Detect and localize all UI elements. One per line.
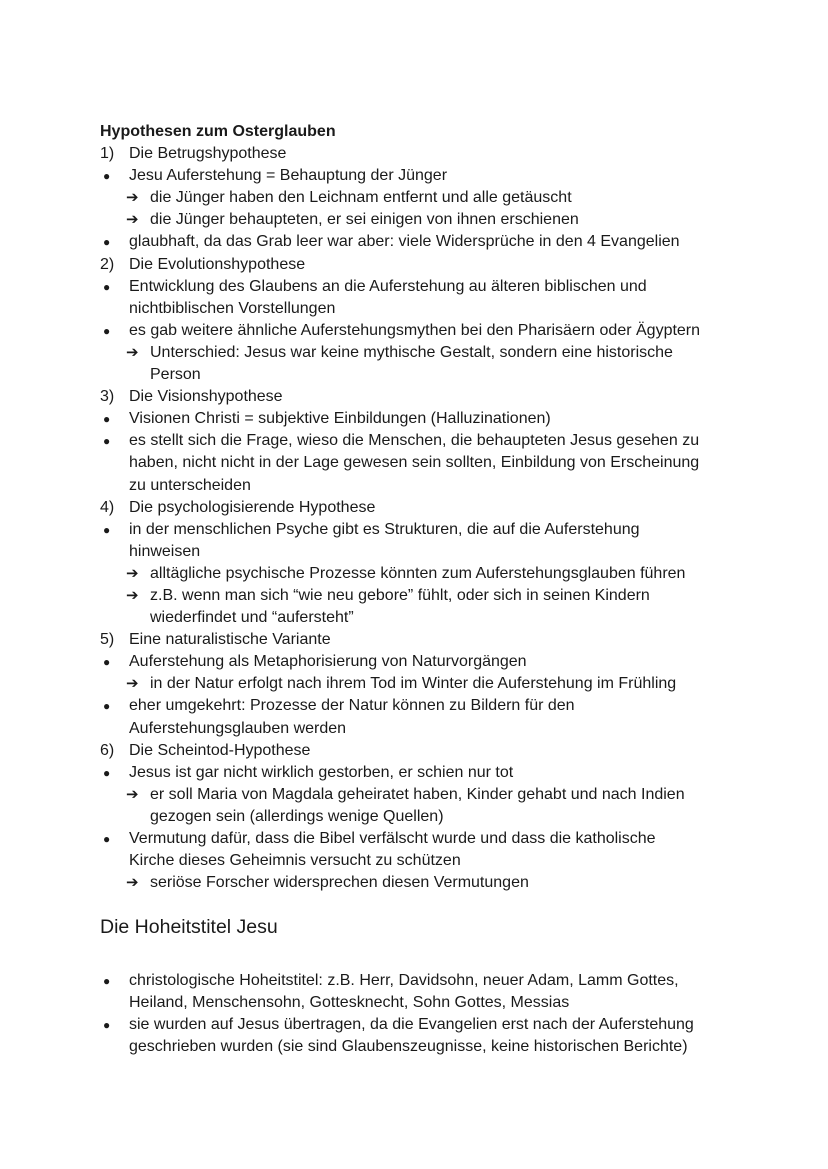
bullet-item xyxy=(100,651,740,673)
item-text: die Jünger behaupteten, er sei einigen von ihnen erschienen xyxy=(150,211,579,229)
continuation-line xyxy=(100,298,740,320)
list-number: 6) xyxy=(100,741,115,759)
item-text: Entwicklung des Glaubens an die Auferstehung au älteren biblischen und xyxy=(129,277,647,295)
arrow-item xyxy=(100,563,740,585)
arrow-icon: ➔ xyxy=(126,586,139,604)
item-text: gezogen sein (allerdings wenige Quellen) xyxy=(150,807,444,825)
arrow-item xyxy=(100,187,740,209)
arrow-icon: ➔ xyxy=(126,564,139,582)
bullet-icon: ● xyxy=(103,169,111,184)
item-text: Die psychologisierende Hypothese xyxy=(129,498,376,516)
spacer xyxy=(100,940,740,970)
continuation-line xyxy=(100,1036,740,1058)
arrow-item xyxy=(100,872,740,894)
continuation-line xyxy=(100,992,740,1014)
item-text: geschrieben wurden (sie sind Glaubenszeugnisse, keine historischen Berichte) xyxy=(129,1038,688,1056)
item-text: Die Visionshypothese xyxy=(129,388,283,406)
bullet-icon: ● xyxy=(103,974,111,988)
bullet-icon: ● xyxy=(103,235,111,250)
item-text: es stellt sich die Frage, wieso die Menschen, die behaupteten Jesus gesehen zu xyxy=(129,432,700,450)
item-text: Die Scheintod-Hypothese xyxy=(129,741,311,759)
item-text: haben, nicht nicht in der Lage gewesen sein sollten, Einbildung von Erscheinung xyxy=(129,454,700,472)
section-osterglauben xyxy=(100,121,740,894)
item-text: es gab weitere ähnliche Auferstehungsmythen bei den Pharisäern oder Ägyptern xyxy=(129,321,701,339)
bullet-icon: ● xyxy=(103,832,111,846)
line-list xyxy=(100,970,740,1058)
bullet-icon: ● xyxy=(103,765,111,780)
item-text: Die Betrugshypothese xyxy=(129,145,287,163)
bullet-icon: ● xyxy=(103,279,111,294)
continuation-line xyxy=(100,541,740,563)
item-text: sie wurden auf Jesus übertragen, da die Evangelien erst nach der Auferstehung xyxy=(129,1016,694,1034)
bullet-item xyxy=(100,320,740,342)
item-text: hinweisen xyxy=(129,542,201,560)
item-text: eher umgekehrt: Prozesse der Natur können zu Bildern für den xyxy=(129,697,575,715)
arrow-icon: ➔ xyxy=(126,675,139,693)
item-text: nichtbiblischen Vorstellungen xyxy=(129,299,336,317)
item-text: Auferstehungsglauben werden xyxy=(129,719,347,737)
continuation-line xyxy=(100,475,740,497)
item-text: in der menschlichen Psyche gibt es Strukturen, die auf die Auferstehung xyxy=(129,520,640,538)
arrow-icon: ➔ xyxy=(126,211,139,229)
continuation-line xyxy=(100,607,740,629)
item-text: zu unterscheiden xyxy=(129,476,251,494)
arrow-icon: ➔ xyxy=(126,189,139,207)
bullet-item xyxy=(100,695,740,717)
section-heading: Hypothesen zum Osterglauben xyxy=(100,123,336,140)
item-text: Unterschied: Jesus war keine mythische Gestalt, sondern eine historische xyxy=(150,343,673,361)
list-number: 4) xyxy=(100,498,115,516)
bullet-item xyxy=(100,276,740,298)
numbered-item xyxy=(100,740,740,762)
bullet-item xyxy=(100,1014,740,1036)
item-text: Heiland, Menschensohn, Gottesknecht, Sohn Gottes, Messias xyxy=(129,994,570,1012)
item-text: Eine naturalistische Variante xyxy=(129,631,331,649)
continuation-line xyxy=(100,850,740,872)
arrow-icon: ➔ xyxy=(126,785,139,803)
bullet-icon: ● xyxy=(103,1018,111,1033)
numbered-item xyxy=(100,629,740,651)
item-text: Jesus ist gar nicht wirklich gestorben, er schien nur tot xyxy=(129,763,514,781)
continuation-line xyxy=(100,718,740,740)
bullet-item xyxy=(100,231,740,253)
item-text: Person xyxy=(150,366,201,384)
numbered-item xyxy=(100,254,740,276)
list-number: 2) xyxy=(100,255,115,273)
list-number: 1) xyxy=(100,145,115,163)
bullet-item xyxy=(100,408,740,430)
bullet-icon: ● xyxy=(103,699,111,714)
item-text: alltägliche psychische Prozesse könnten zum Auferstehungsglauben führen xyxy=(150,564,686,582)
item-text: Kirche dieses Geheimnis versucht zu schützen xyxy=(129,852,461,870)
arrow-item xyxy=(100,209,740,231)
bullet-item xyxy=(100,430,740,452)
continuation-line xyxy=(100,806,740,828)
continuation-line xyxy=(100,452,740,474)
item-text: wiederfindet und “aufersteht” xyxy=(150,609,354,627)
bullet-item xyxy=(100,165,740,187)
bullet-item xyxy=(100,970,740,992)
bullet-icon: ● xyxy=(103,655,111,670)
arrow-item xyxy=(100,585,740,607)
item-text: Auferstehung als Metaphorisierung von Naturvorgängen xyxy=(129,653,527,671)
arrow-item xyxy=(100,342,740,364)
item-text: christologische Hoheitstitel: z.B. Herr, Davidsohn, neuer Adam, Lamm Gottes, xyxy=(129,972,679,989)
section-hoheitstitel xyxy=(100,914,740,1058)
list-number: 3) xyxy=(100,388,115,406)
arrow-item xyxy=(100,673,740,695)
arrow-item xyxy=(100,784,740,806)
bullet-icon: ● xyxy=(103,434,111,449)
item-text: Jesu Auferstehung = Behauptung der Jünger xyxy=(129,167,448,185)
numbered-item xyxy=(100,386,740,408)
bullet-icon: ● xyxy=(103,522,111,537)
continuation-line xyxy=(100,364,740,386)
list-number: 5) xyxy=(100,631,115,649)
bullet-item xyxy=(100,762,740,784)
item-text: z.B. wenn man sich “wie neu gebore” fühlt, oder sich in seinen Kindern xyxy=(150,586,650,604)
item-text: Visionen Christi = subjektive Einbildungen (Halluzinationen) xyxy=(129,410,551,428)
arrow-icon: ➔ xyxy=(126,874,139,892)
bullet-icon: ● xyxy=(103,412,111,427)
item-text: er soll Maria von Magdala geheiratet haben, Kinder gehabt und nach Indien xyxy=(150,785,685,803)
bullet-item xyxy=(100,828,740,850)
item-text: seriöse Forscher widersprechen diesen Vermutungen xyxy=(150,874,529,892)
bullet-icon: ● xyxy=(103,323,111,338)
arrow-icon: ➔ xyxy=(126,343,139,361)
line-list xyxy=(100,143,740,894)
item-text: glaubhaft, da das Grab leer war aber: viele Widersprüche in den 4 Evangelien xyxy=(129,233,680,251)
item-text: die Jünger haben den Leichnam entfernt und alle getäuscht xyxy=(150,189,572,207)
item-text: Vermutung dafür, dass die Bibel verfälscht wurde und dass die katholische xyxy=(129,830,656,847)
numbered-item xyxy=(100,143,740,165)
section-heading: Die Hoheitstitel Jesu xyxy=(100,916,278,938)
numbered-item xyxy=(100,497,740,519)
item-text: Die Evolutionshypothese xyxy=(129,255,306,273)
bullet-item xyxy=(100,519,740,541)
item-text: in der Natur erfolgt nach ihrem Tod im Winter die Auferstehung im Frühling xyxy=(150,675,677,693)
